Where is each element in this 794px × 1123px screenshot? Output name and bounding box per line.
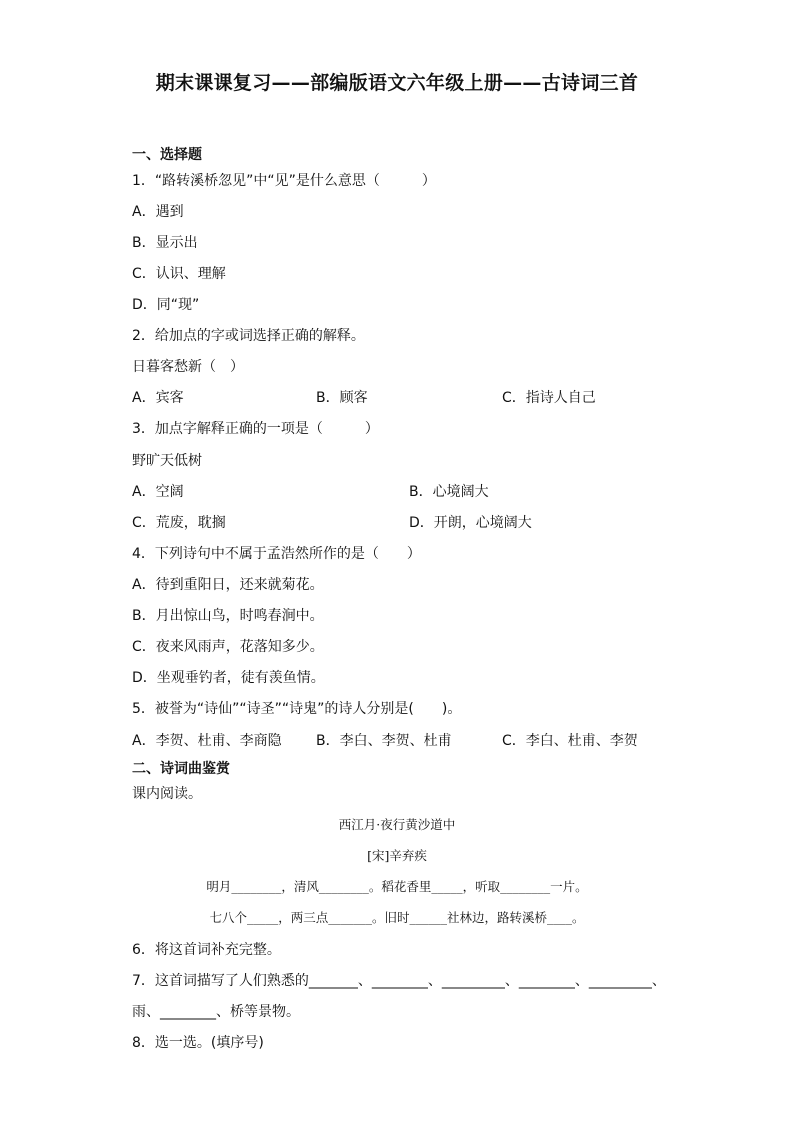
- question-4-option-c: C．夜来风雨声，花落知多少。: [132, 639, 324, 655]
- reading-intro: 课内阅读。: [132, 786, 202, 802]
- question-2-option-a: A．宾客: [132, 390, 184, 406]
- question-4-option-b: B．月出惊山鸟，时鸣春涧中。: [132, 608, 324, 624]
- question-3-option-a: A．空阔: [132, 484, 184, 500]
- question-4-stem: 4．下列诗句中不属于孟浩然所作的是（ ）: [132, 546, 421, 562]
- poem-line-2: 七八个_____，两三点_______。旧时______社林边，路转溪桥____。: [209, 910, 585, 925]
- question-3-option-b: B．心境阔大: [409, 484, 489, 500]
- question-2-stem: 2．给加点的字或词选择正确的解释。: [132, 328, 365, 344]
- question-4-option-a: A．待到重阳日，还来就菊花。: [132, 577, 324, 593]
- question-1-option-b: B．显示出: [132, 235, 198, 251]
- question-2-option-b: B．顾客: [316, 390, 368, 406]
- question-6-stem: 6．将这首词补充完整。: [132, 942, 281, 958]
- question-1-option-c: C．认识、理解: [132, 266, 226, 282]
- question-2-phrase: 日暮客愁新（ ）: [132, 359, 244, 375]
- question-5-option-c: C．李白、杜甫、李贺: [502, 733, 638, 749]
- question-5-option-a: A．李贺、杜甫、李商隐: [132, 733, 282, 749]
- question-4-option-d: D．坐观垂钓者，徒有羡鱼情。: [132, 670, 325, 686]
- question-7-line-1: 7．这首词描写了人们熟悉的_______、________、_________、________、_________、: [132, 973, 666, 989]
- question-3-phrase: 野旷天低树: [132, 453, 202, 469]
- question-2-option-c: C．指诗人自己: [502, 390, 596, 406]
- poem-line-1: 明月________，清风________。稻花香里_____，听取________一片。: [206, 879, 588, 894]
- page-title: 期末课课复习——部编版语文六年级上册——古诗词三首: [155, 72, 639, 94]
- poem-author: [宋]辛弃疾: [367, 848, 427, 863]
- question-5-stem: 5．被誉为“诗仙”“诗圣”“诗鬼”的诗人分别是( )。: [132, 701, 462, 717]
- question-3-option-c: C．荒废，耽搁: [132, 515, 226, 531]
- question-1-stem: 1．“路转溪桥忽见”中“见”是什么意思（ ）: [132, 173, 436, 189]
- question-8-stem: 8．选一选。(填序号): [132, 1035, 264, 1051]
- question-5-option-b: B．李白、李贺、杜甫: [316, 733, 452, 749]
- question-1-option-d: D．同“现”: [132, 297, 200, 313]
- question-3-stem: 3．加点字解释正确的一项是（ ）: [132, 421, 379, 437]
- section-heading-poetry: 二、诗词曲鉴赏: [132, 761, 230, 777]
- question-7-line-2: 雨、________、桥等景物。: [132, 1004, 300, 1020]
- question-1-option-a: A．遇到: [132, 204, 184, 220]
- question-3-option-d: D．开朗，心境阔大: [409, 515, 532, 531]
- section-heading-choice: 一、选择题: [132, 147, 202, 163]
- poem-title: 西江月·夜行黄沙道中: [338, 817, 456, 832]
